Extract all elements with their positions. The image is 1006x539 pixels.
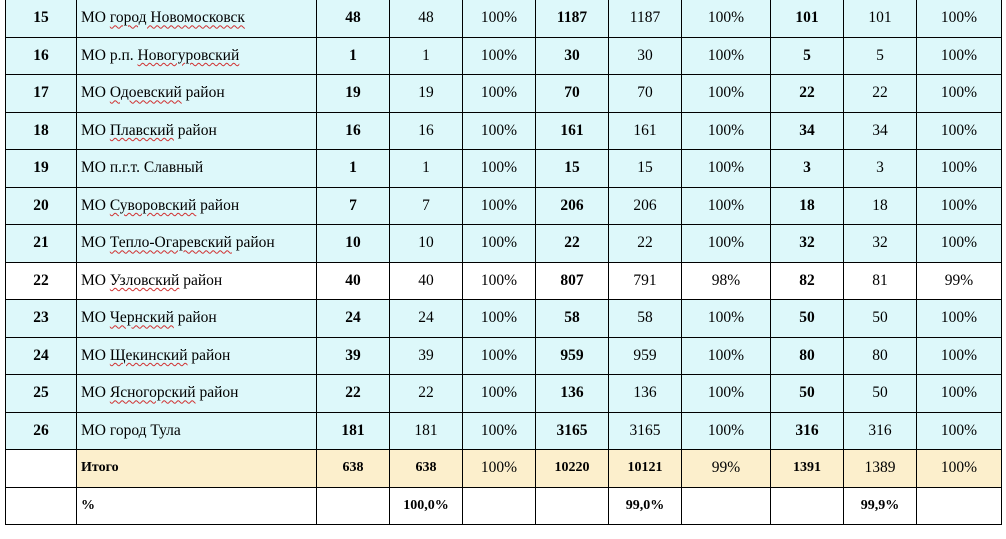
- municipality-name: [77, 225, 317, 263]
- total-b2: 10121: [609, 450, 682, 488]
- percent-c-cell: 100%: [917, 0, 1002, 37]
- municipality-name: [77, 0, 317, 37]
- planned-b-cell: 30: [536, 37, 609, 75]
- actual-a-cell: 1: [390, 37, 463, 75]
- total-a2: 638: [390, 450, 463, 488]
- total-c2: 1389: [844, 450, 917, 488]
- planned-a-cell: 40: [317, 262, 390, 300]
- row-number: 17: [6, 75, 77, 113]
- percent-b-cell: 100%: [682, 150, 771, 188]
- actual-a-cell: 22: [390, 375, 463, 413]
- percent-num-cell: [6, 487, 77, 525]
- actual-b-cell: 22: [609, 225, 682, 263]
- name-suffix: район: [179, 271, 223, 289]
- percent-a-cell: 100%: [463, 187, 536, 225]
- percent-c-cell: 100%: [917, 187, 1002, 225]
- planned-c-cell: 22: [771, 75, 844, 113]
- percent-a-cell: 100%: [463, 112, 536, 150]
- name-suffix: район: [181, 84, 225, 102]
- percent-c-cell: 100%: [917, 150, 1002, 188]
- actual-a-cell: 39: [390, 337, 463, 375]
- percent-b-cell: 100%: [682, 300, 771, 338]
- planned-c-cell: 101: [771, 0, 844, 37]
- percent-a-cell: 100%: [463, 150, 536, 188]
- planned-b-cell: 15: [536, 150, 609, 188]
- percent-b-cell: 100%: [682, 225, 771, 263]
- name-spellcheck: Узловский: [109, 271, 180, 289]
- total-b3: 99%: [682, 450, 771, 488]
- percent-a-cell: 100%: [463, 300, 536, 338]
- percent-a-cell: 100%: [463, 75, 536, 113]
- name-prefix: МО п.г.т. Славный: [81, 159, 204, 177]
- actual-c-cell: 101: [844, 0, 917, 37]
- planned-a-cell: 48: [317, 0, 390, 37]
- actual-b-cell: 15: [609, 150, 682, 188]
- actual-c-cell: 50: [844, 300, 917, 338]
- table-row: [6, 412, 1002, 450]
- planned-a-cell: 22: [317, 375, 390, 413]
- row-number: 21: [6, 225, 77, 263]
- percent-b: 99,0%: [609, 487, 682, 525]
- total-a1: 638: [317, 450, 390, 488]
- name-spellcheck: Плавский: [109, 121, 174, 139]
- actual-b-cell: 30: [609, 37, 682, 75]
- table-row: [6, 337, 1002, 375]
- row-number: 22: [6, 262, 77, 300]
- planned-a-cell: 7: [317, 187, 390, 225]
- municipality-name: [77, 187, 317, 225]
- row-number: 24: [6, 337, 77, 375]
- percent-b-cell: 100%: [682, 0, 771, 37]
- name-suffix: район: [173, 121, 217, 139]
- planned-b-cell: 1187: [536, 0, 609, 37]
- row-number: 18: [6, 112, 77, 150]
- percent-b-cell: 100%: [682, 37, 771, 75]
- planned-b-cell: 22: [536, 225, 609, 263]
- municipality-name: [77, 150, 317, 188]
- percent-label: %: [77, 487, 317, 525]
- percent-a-cell: 100%: [463, 337, 536, 375]
- actual-c-cell: 18: [844, 187, 917, 225]
- percent-b-cell: 100%: [682, 187, 771, 225]
- total-label: Итого: [77, 450, 317, 488]
- name-suffix: район: [173, 309, 217, 327]
- percent-a-cell: 100%: [463, 37, 536, 75]
- percent-b-cell: 100%: [682, 412, 771, 450]
- actual-c-cell: 22: [844, 75, 917, 113]
- actual-c-cell: 32: [844, 225, 917, 263]
- actual-a-cell: 19: [390, 75, 463, 113]
- actual-c-cell: 3: [844, 150, 917, 188]
- planned-b-cell: 807: [536, 262, 609, 300]
- total-num-cell: [6, 450, 77, 488]
- table-row: [6, 150, 1002, 188]
- planned-b-cell: 136: [536, 375, 609, 413]
- percent-c: 99,9%: [844, 487, 917, 525]
- actual-c-cell: 34: [844, 112, 917, 150]
- name-prefix: МО: [81, 271, 110, 289]
- percent-b-cell: 100%: [682, 337, 771, 375]
- planned-c-cell: 18: [771, 187, 844, 225]
- table-row: [6, 112, 1002, 150]
- name-prefix: МО: [81, 196, 110, 214]
- name-suffix: район: [187, 346, 231, 364]
- actual-b-cell: 959: [609, 337, 682, 375]
- percent-b-cell: 100%: [682, 375, 771, 413]
- percent-empty-cell: [536, 487, 609, 525]
- planned-a-cell: 10: [317, 225, 390, 263]
- percent-a: 100,0%: [390, 487, 463, 525]
- planned-c-cell: 50: [771, 300, 844, 338]
- percent-empty-cell: [463, 487, 536, 525]
- name-spellcheck: Щекинский: [109, 346, 188, 364]
- name-suffix: район: [231, 234, 275, 252]
- planned-c-cell: 316: [771, 412, 844, 450]
- name-prefix: МО: [81, 234, 110, 252]
- table-row: [6, 262, 1002, 300]
- planned-a-cell: 16: [317, 112, 390, 150]
- planned-b-cell: 70: [536, 75, 609, 113]
- total-a3: 100%: [463, 450, 536, 488]
- municipality-name: [77, 262, 317, 300]
- actual-b-cell: 70: [609, 75, 682, 113]
- municipality-name: [77, 75, 317, 113]
- name-suffix: район: [196, 196, 240, 214]
- percent-a-cell: 100%: [463, 0, 536, 37]
- name-prefix: МО: [81, 309, 110, 327]
- percent-c-cell: 100%: [917, 75, 1002, 113]
- planned-c-cell: 3: [771, 150, 844, 188]
- planned-a-cell: 1: [317, 37, 390, 75]
- table-body: [6, 0, 1002, 525]
- actual-b-cell: 1187: [609, 0, 682, 37]
- name-spellcheck: город Новомосковск: [109, 9, 245, 27]
- municipality-name: [77, 337, 317, 375]
- actual-c-cell: 50: [844, 375, 917, 413]
- table-row: [6, 0, 1002, 37]
- planned-b-cell: 3165: [536, 412, 609, 450]
- municipality-name: [77, 112, 317, 150]
- table-row: [6, 187, 1002, 225]
- total-c1: 1391: [771, 450, 844, 488]
- actual-c-cell: 80: [844, 337, 917, 375]
- actual-b-cell: 136: [609, 375, 682, 413]
- actual-b-cell: 791: [609, 262, 682, 300]
- percent-empty-cell: [317, 487, 390, 525]
- total-b1: 10220: [536, 450, 609, 488]
- percent-c-cell: 100%: [917, 412, 1002, 450]
- table-row: [6, 225, 1002, 263]
- name-prefix: МО город Тула: [81, 421, 181, 439]
- actual-c-cell: 316: [844, 412, 917, 450]
- percent-c-cell: 100%: [917, 337, 1002, 375]
- municipality-name: [77, 37, 317, 75]
- row-number: 19: [6, 150, 77, 188]
- planned-b-cell: 959: [536, 337, 609, 375]
- table-row: [6, 75, 1002, 113]
- total-row: [6, 450, 1002, 488]
- name-suffix: район: [195, 384, 239, 402]
- percent-a-cell: 100%: [463, 412, 536, 450]
- actual-a-cell: 181: [390, 412, 463, 450]
- percent-b-cell: 100%: [682, 75, 771, 113]
- actual-a-cell: 48: [390, 0, 463, 37]
- actual-b-cell: 3165: [609, 412, 682, 450]
- percent-row: [6, 487, 1002, 525]
- name-prefix: МО: [81, 84, 110, 102]
- planned-c-cell: 34: [771, 112, 844, 150]
- percent-a-cell: 100%: [463, 375, 536, 413]
- table-row: [6, 300, 1002, 338]
- percent-c-cell: 100%: [917, 375, 1002, 413]
- actual-b-cell: 161: [609, 112, 682, 150]
- name-prefix: МО: [81, 346, 110, 364]
- planned-c-cell: 50: [771, 375, 844, 413]
- planned-a-cell: 24: [317, 300, 390, 338]
- name-spellcheck: Новогуровский: [137, 46, 240, 64]
- row-number: 15: [6, 0, 77, 37]
- row-number: 16: [6, 37, 77, 75]
- percent-c-cell: 100%: [917, 112, 1002, 150]
- row-number: 26: [6, 412, 77, 450]
- planned-c-cell: 32: [771, 225, 844, 263]
- name-spellcheck: Ясногорский: [109, 384, 196, 402]
- percent-c-cell: 99%: [917, 262, 1002, 300]
- name-spellcheck: Тепло-Огаревский: [109, 234, 232, 252]
- planned-a-cell: 39: [317, 337, 390, 375]
- actual-a-cell: 24: [390, 300, 463, 338]
- name-prefix: МО р.п.: [81, 46, 138, 64]
- table-row: [6, 37, 1002, 75]
- planned-b-cell: 161: [536, 112, 609, 150]
- total-c3: 100%: [917, 450, 1002, 488]
- actual-b-cell: 58: [609, 300, 682, 338]
- municipality-name: [77, 412, 317, 450]
- actual-b-cell: 206: [609, 187, 682, 225]
- percent-empty-cell: [771, 487, 844, 525]
- planned-c-cell: 80: [771, 337, 844, 375]
- planned-b-cell: 206: [536, 187, 609, 225]
- actual-a-cell: 7: [390, 187, 463, 225]
- percent-a-cell: 100%: [463, 225, 536, 263]
- results-table: [5, 0, 1002, 525]
- percent-a-cell: 100%: [463, 262, 536, 300]
- planned-a-cell: 19: [317, 75, 390, 113]
- actual-a-cell: 16: [390, 112, 463, 150]
- name-spellcheck: Чернский: [109, 309, 174, 327]
- percent-empty-cell: [682, 487, 771, 525]
- percent-empty-cell: [917, 487, 1002, 525]
- planned-a-cell: 181: [317, 412, 390, 450]
- actual-a-cell: 10: [390, 225, 463, 263]
- actual-a-cell: 1: [390, 150, 463, 188]
- percent-c-cell: 100%: [917, 37, 1002, 75]
- percent-b-cell: 98%: [682, 262, 771, 300]
- name-spellcheck: Суворовский: [109, 196, 197, 214]
- percent-c-cell: 100%: [917, 300, 1002, 338]
- planned-c-cell: 82: [771, 262, 844, 300]
- name-prefix: МО: [81, 384, 110, 402]
- municipality-name: [77, 300, 317, 338]
- percent-c-cell: 100%: [917, 225, 1002, 263]
- name-spellcheck: Одоевский: [109, 84, 182, 102]
- name-prefix: МО: [81, 121, 110, 139]
- row-number: 23: [6, 300, 77, 338]
- planned-c-cell: 5: [771, 37, 844, 75]
- row-number: 20: [6, 187, 77, 225]
- actual-a-cell: 40: [390, 262, 463, 300]
- planned-b-cell: 58: [536, 300, 609, 338]
- actual-c-cell: 5: [844, 37, 917, 75]
- percent-b-cell: 100%: [682, 112, 771, 150]
- municipality-name: [77, 375, 317, 413]
- planned-a-cell: 1: [317, 150, 390, 188]
- table-row: [6, 375, 1002, 413]
- row-number: 25: [6, 375, 77, 413]
- actual-c-cell: 81: [844, 262, 917, 300]
- name-prefix: МО: [81, 9, 110, 27]
